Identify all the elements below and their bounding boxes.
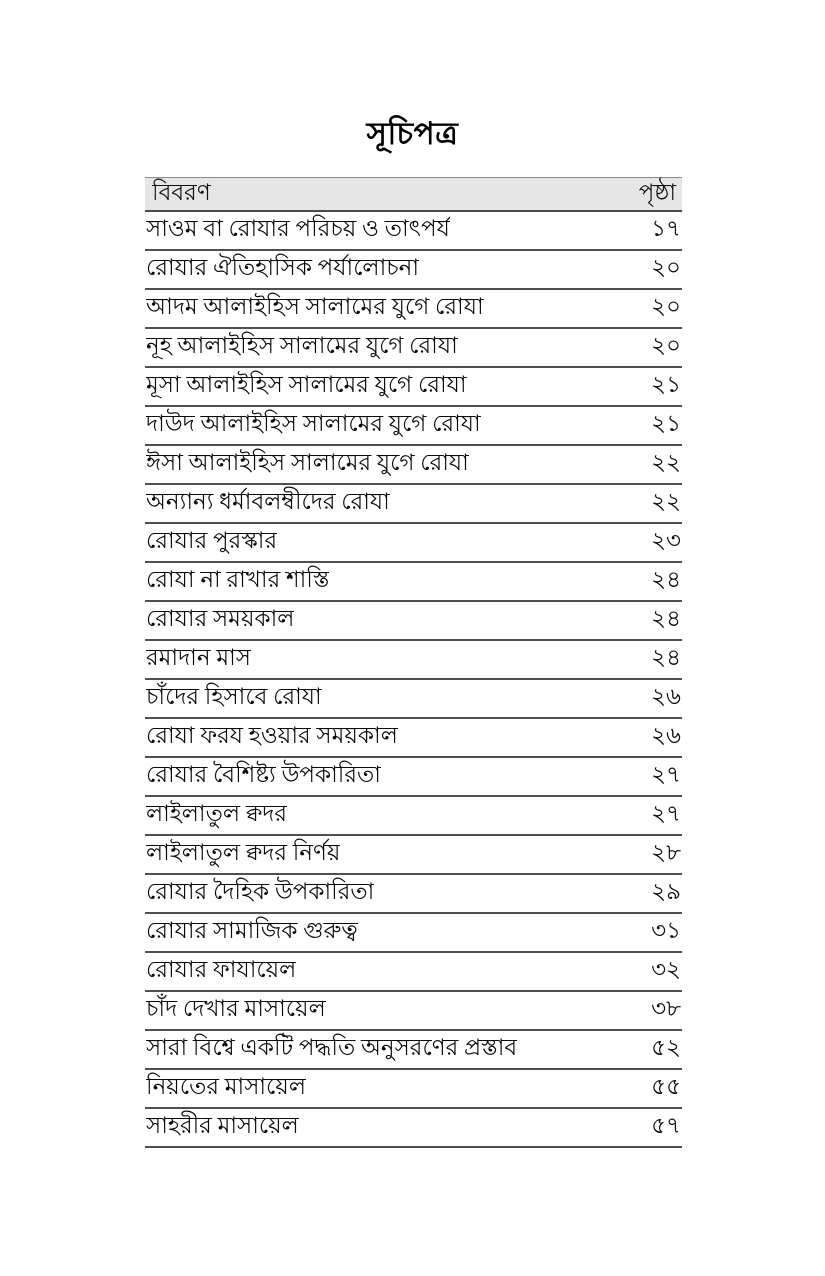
toc-entry-page: ২৭ <box>651 761 681 787</box>
toc-entry-page: ২৪ <box>651 605 681 631</box>
toc-entry-title: আদম আলাইহিস সালামের যুগে রোযা <box>146 293 484 319</box>
toc-entry-page: ৩২ <box>651 956 681 982</box>
toc-entry-page: ৫২ <box>651 1034 681 1060</box>
toc-row <box>145 329 682 368</box>
toc-row <box>145 251 682 290</box>
toc-entry-title: রোযা ফরয হওয়ার সময়কাল <box>146 722 398 748</box>
toc-entry-title: অন্যান্য ধর্মাবলম্বীদের রোযা <box>146 488 390 514</box>
toc-entry-page: ২৯ <box>651 878 681 904</box>
toc-entry-page: ২৩ <box>651 527 681 553</box>
toc-row <box>145 290 682 329</box>
toc-row <box>145 758 682 797</box>
toc-row <box>145 953 682 992</box>
toc-header-description: বিবরণ <box>152 179 211 205</box>
toc-row <box>145 212 682 251</box>
toc-header-page: পৃষ্ঠা <box>638 179 676 205</box>
toc-entry-page: ২০ <box>651 293 681 319</box>
toc-entry-title: দাউদ আলাইহিস সালামের যুগে রোযা <box>146 410 481 436</box>
toc-entry-page: ২৪ <box>651 566 681 592</box>
toc-row <box>145 602 682 641</box>
toc-entry-page: ২২ <box>651 449 681 475</box>
toc-entry-title: নিয়তের মাসায়েল <box>146 1073 306 1099</box>
toc-row <box>145 719 682 758</box>
toc-entry-page: ৩১ <box>651 917 681 943</box>
toc-row <box>145 1031 682 1070</box>
toc-entry-title: সারা বিশ্বে একটি পদ্ধতি অনুসরণের প্রস্তাব <box>146 1034 518 1060</box>
toc-table <box>145 177 682 1148</box>
toc-entry-page: ২১ <box>651 371 681 397</box>
toc-row <box>145 407 682 446</box>
toc-entry-page: ৫৫ <box>651 1073 681 1099</box>
toc-entry-page: ৩৮ <box>651 995 681 1021</box>
toc-entry-title: রোযার ফাযায়েল <box>146 956 297 982</box>
toc-row <box>145 836 682 875</box>
toc-entry-title: লাইলাতুল ক্বদর নির্ণয় <box>146 839 341 865</box>
toc-entry-title: রোযার বৈশিষ্ট্য উপকারিতা <box>146 761 381 787</box>
toc-entry-title: ঈসা আলাইহিস সালামের যুগে রোযা <box>146 449 469 475</box>
toc-row <box>145 797 682 836</box>
toc-entry-page: ২৭ <box>651 800 681 826</box>
toc-entry-page: ২০ <box>651 332 681 358</box>
toc-row <box>145 914 682 953</box>
toc-entry-title: রোযার সময়কাল <box>146 605 295 631</box>
toc-row <box>145 446 682 485</box>
toc-entry-title: রোযা না রাখার শাস্তি <box>146 566 330 592</box>
toc-entry-title: রোযার পুরস্কার <box>146 527 278 553</box>
toc-entry-title: নূহ আলাইহিস সালামের যুগে রোযা <box>146 332 458 358</box>
toc-entry-page: ২১ <box>651 410 681 436</box>
toc-entry-page: ২৬ <box>651 722 681 748</box>
toc-entry-title: সাওম বা রোযার পরিচয় ও তাৎপর্য <box>146 215 450 241</box>
toc-row <box>145 524 682 563</box>
toc-rows-container <box>145 212 682 1148</box>
toc-entry-page: ২২ <box>651 488 681 514</box>
toc-entry-page: ২৬ <box>651 683 681 709</box>
toc-entry-title: রমাদান মাস <box>146 644 251 670</box>
toc-row <box>145 368 682 407</box>
toc-entry-page: ২০ <box>651 254 681 280</box>
toc-row <box>145 641 682 680</box>
toc-entry-page: ২৪ <box>651 644 681 670</box>
toc-row <box>145 992 682 1031</box>
toc-row <box>145 563 682 602</box>
toc-entry-title: মূসা আলাইহিস সালামের যুগে রোযা <box>146 371 467 397</box>
toc-entry-title: সাহরীর মাসায়েল <box>146 1112 299 1138</box>
toc-row <box>145 680 682 719</box>
page-title: সূচিপত্র <box>366 116 459 151</box>
toc-entry-page: ১৭ <box>651 215 681 241</box>
toc-entry-title: চাঁদ দেখার মাসায়েল <box>146 995 326 1021</box>
toc-row <box>145 875 682 914</box>
toc-row <box>145 1109 682 1148</box>
toc-entry-title: রোযার ঐতিহাসিক পর্যালোচনা <box>146 254 420 280</box>
toc-row <box>145 485 682 524</box>
toc-entry-title: লাইলাতুল ক্বদর <box>146 800 287 826</box>
toc-entry-page: ২৮ <box>651 839 681 865</box>
toc-entry-title: রোযার সামাজিক গুরুত্ব <box>146 917 358 943</box>
toc-entry-title: রোযার দৈহিক উপকারিতা <box>146 878 375 904</box>
toc-entry-page: ৫৭ <box>651 1112 681 1138</box>
toc-header-row <box>145 177 682 212</box>
toc-entry-title: চাঁদের হিসাবে রোযা <box>146 683 322 709</box>
toc-row <box>145 1070 682 1109</box>
